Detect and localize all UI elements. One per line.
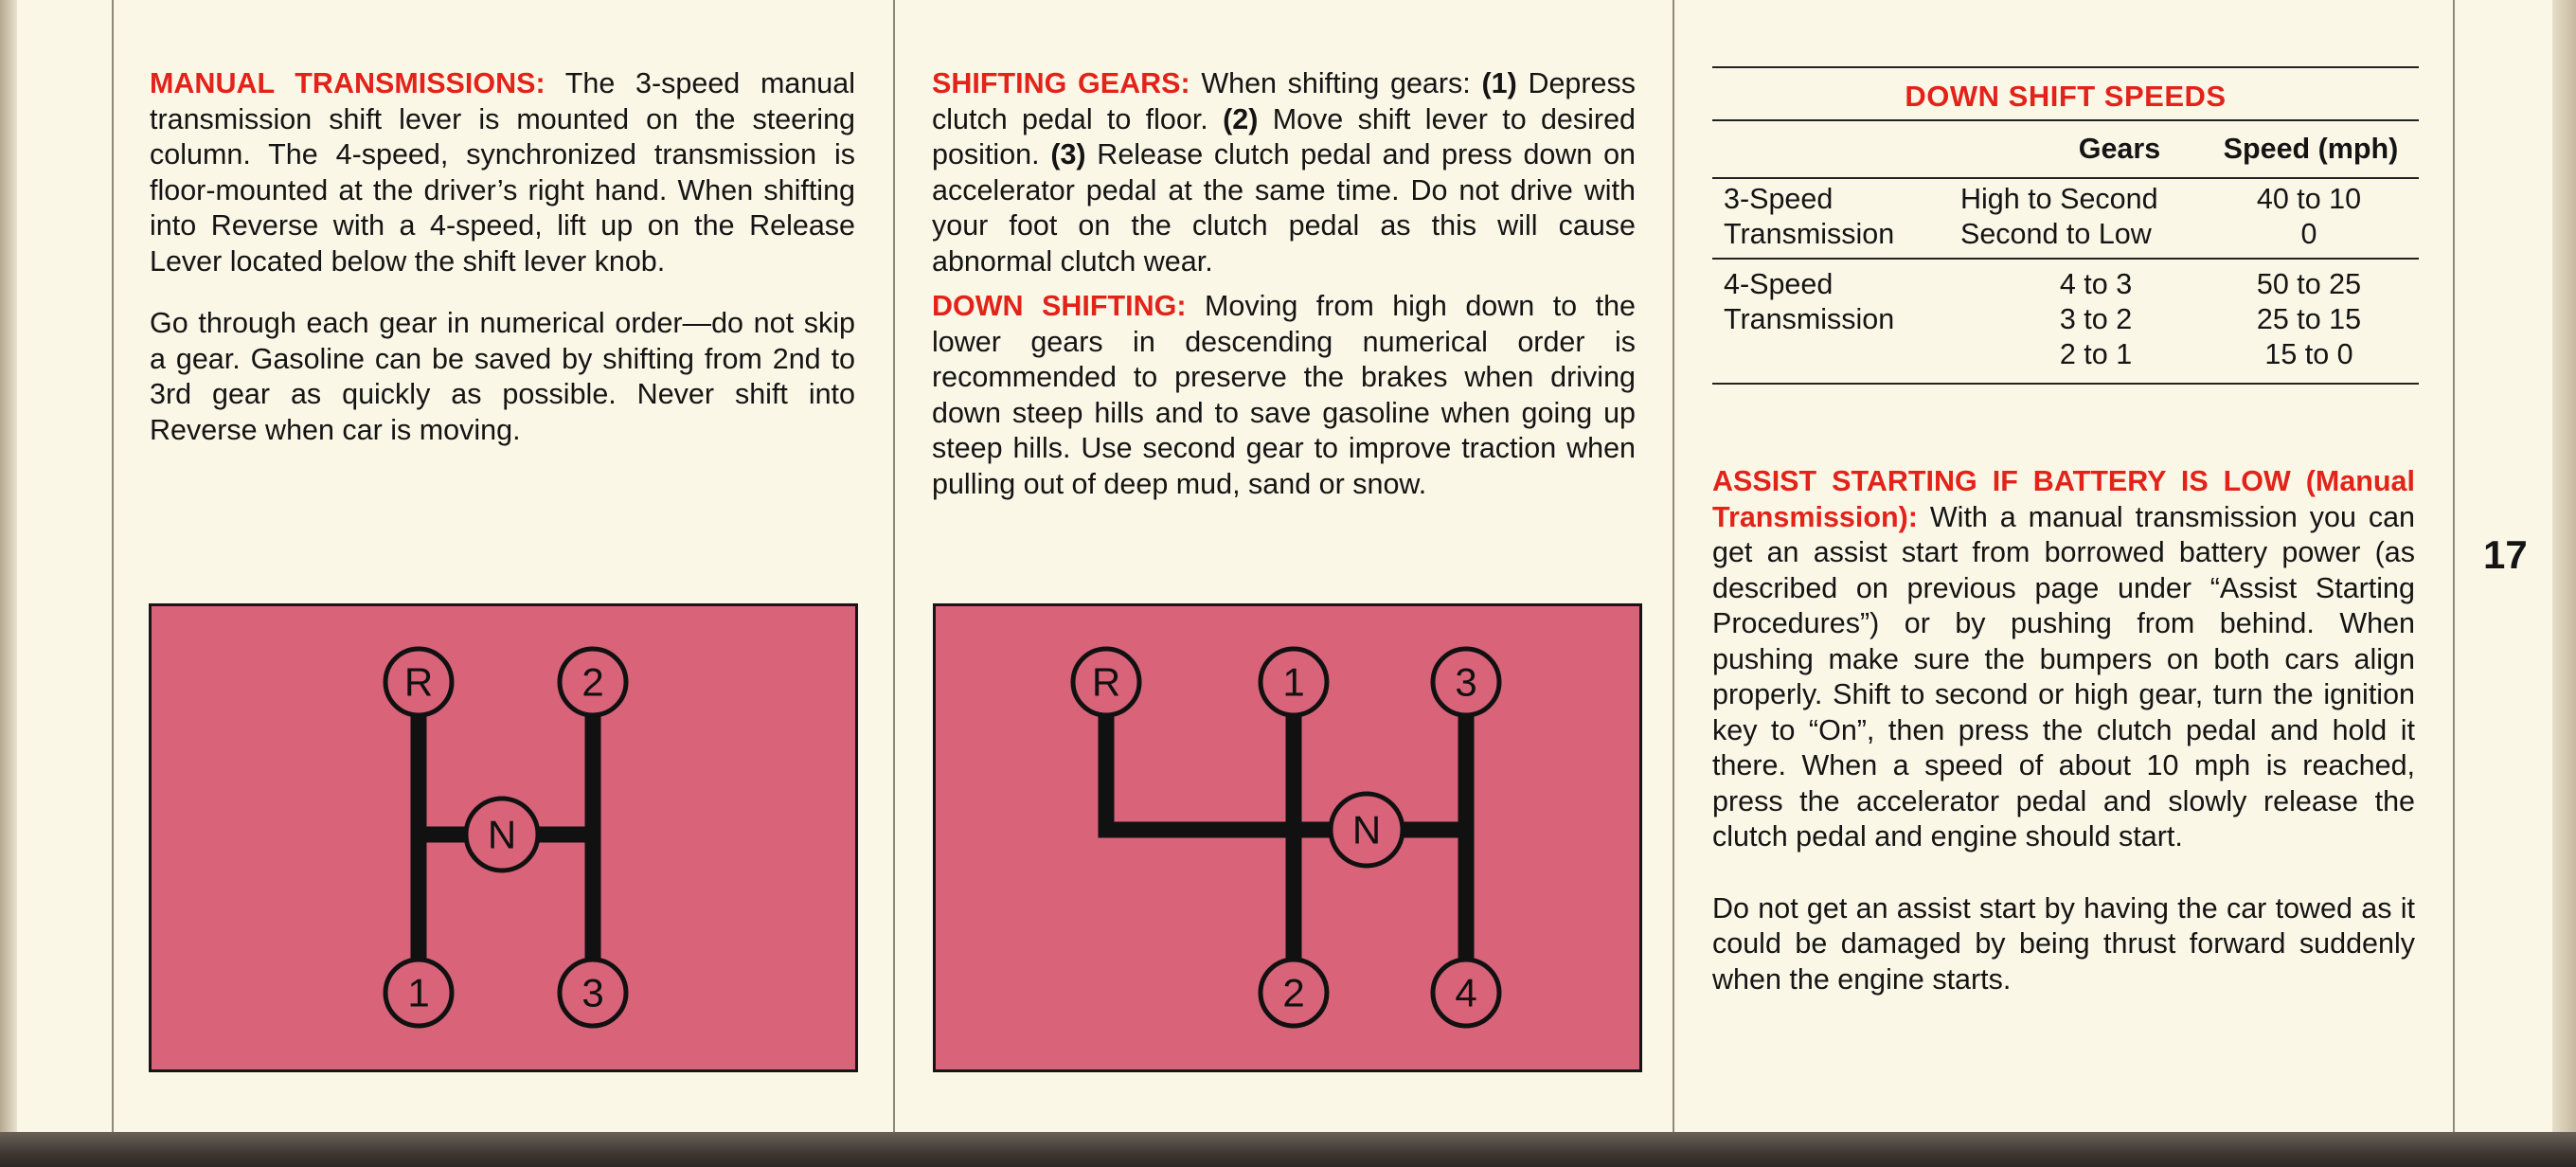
knob-label-2: 2 bbox=[1282, 970, 1305, 1015]
knob-label-n: N bbox=[487, 812, 517, 857]
knob-label-r: R bbox=[403, 659, 434, 705]
down-shifting-text: Moving from high down to the lower gears in descending numerical order is recommended to preserve the brakes when driving down steep hills and to save gasoline when going up steep hills. Use second gear to improve traction when pulling out of deep mud, sand or snow. bbox=[932, 290, 1636, 500]
column-header-gears: Gears bbox=[2078, 133, 2161, 165]
row-3speed-speeds: 40 to 10 0 bbox=[2256, 183, 2362, 250]
step-text: Release clutch pedal and press down on accelerator pedal at the same time. Do not drive with your foot on the clutch pedal as this will cause abnormal clutch wear. bbox=[932, 138, 1636, 278]
page-edge bbox=[2552, 0, 2576, 1132]
manual-text: The 3-speed manual transmission shift lever is mounted on the steering column. The 4-speed, synchronized transmission is floor-mounted at the driver’s right hand. When shifting into Reverse with a 4-speed, lift up on the Release Lever located below the shift lever knob. bbox=[150, 67, 855, 278]
shift-pattern-3speed bbox=[149, 603, 858, 1072]
step-text: Move shift lever to desired position. bbox=[932, 102, 1636, 171]
down-shifting-paragraph bbox=[932, 289, 1636, 502]
page-bottom-edge bbox=[0, 1132, 2576, 1167]
column-header-speed: Speed (mph) bbox=[2223, 133, 2399, 165]
column-divider bbox=[893, 0, 895, 1132]
column-divider bbox=[1673, 0, 1674, 1132]
down-shifting-heading: DOWN SHIFTING: bbox=[932, 290, 1187, 322]
table-rule bbox=[1712, 177, 2419, 179]
assist-text: With a manual transmission you can get an assist start from borrowed battery power (as described on previous page under “Assist Starting Procedures”) or by pushing from behind. When pushing make sure the bumpers on both cars align properly. Shift to second or high gear, turn the ignition key to “On”, then press the clutch pedal and hold it there. When a speed of about 10 mph is reached, press the accelerator pedal and slowly release the clutch pedal and engine should start. bbox=[1712, 500, 2415, 853]
table-rule bbox=[1712, 383, 2419, 385]
step-number: (3) bbox=[1050, 138, 1086, 171]
column-divider bbox=[2453, 0, 2455, 1132]
step-text: Depress clutch pedal to floor. bbox=[932, 67, 1637, 135]
shifting-intro: When shifting gears: bbox=[1201, 67, 1471, 99]
row-3speed-label: 3-Speed Transmission bbox=[1724, 183, 1895, 250]
step-number: (1) bbox=[1481, 67, 1517, 99]
row-4speed-gears: 4 to 3 3 to 2 2 to 1 bbox=[2059, 268, 2133, 370]
row-3speed-gears: High to Second Second to Low bbox=[1960, 183, 2158, 250]
shifting-paragraph bbox=[932, 66, 1636, 279]
column-divider bbox=[112, 0, 114, 1132]
knob-label-1: 1 bbox=[407, 970, 430, 1015]
shift-pattern-4speed bbox=[933, 603, 1642, 1072]
knob-label-1: 1 bbox=[1282, 659, 1305, 705]
assist-heading: ASSIST STARTING IF BATTERY IS LOW (Manual Transmission): bbox=[1712, 465, 2415, 533]
row-4speed-label: 4-Speed Transmission bbox=[1724, 268, 1895, 335]
step-number: (2) bbox=[1223, 102, 1259, 135]
table-rule bbox=[1712, 66, 2419, 68]
knob-label-r: R bbox=[1091, 659, 1121, 705]
manual-heading: MANUAL TRANSMISSIONS: bbox=[150, 67, 546, 99]
column-manual-transmissions bbox=[150, 66, 855, 448]
column-shifting bbox=[932, 66, 1636, 502]
binding-shadow bbox=[0, 0, 17, 1132]
knob-label-n: N bbox=[1351, 807, 1382, 853]
knob-label-4: 4 bbox=[1455, 970, 1477, 1015]
row-4speed-speeds: 50 to 25 25 to 15 15 to 0 bbox=[2256, 268, 2362, 370]
manual-paragraph bbox=[150, 66, 855, 279]
table-rule bbox=[1712, 258, 2419, 260]
knob-label-2: 2 bbox=[581, 659, 604, 705]
shifting-heading: SHIFTING GEARS: bbox=[932, 67, 1190, 99]
column-assist-starting bbox=[1712, 464, 2415, 997]
table-rule bbox=[1712, 119, 2419, 121]
knob-label-3: 3 bbox=[1455, 659, 1477, 705]
towing-warning-paragraph: Do not get an assist start by having the car towed as it could be damaged by being thrust forward suddenly when the engine starts. bbox=[1712, 891, 2415, 996]
knob-label-3: 3 bbox=[581, 970, 604, 1015]
page-number: 17 bbox=[2483, 532, 2528, 577]
assist-paragraph bbox=[1712, 464, 2415, 855]
gear-order-paragraph: Go through each gear in numerical order—do not skip a gear. Gasoline can be saved by shifting from 2nd to 3rd gear as quickly as possible. Never shift into Reverse when car is moving. bbox=[150, 307, 855, 446]
table-title: DOWN SHIFT SPEEDS bbox=[1905, 80, 2227, 113]
